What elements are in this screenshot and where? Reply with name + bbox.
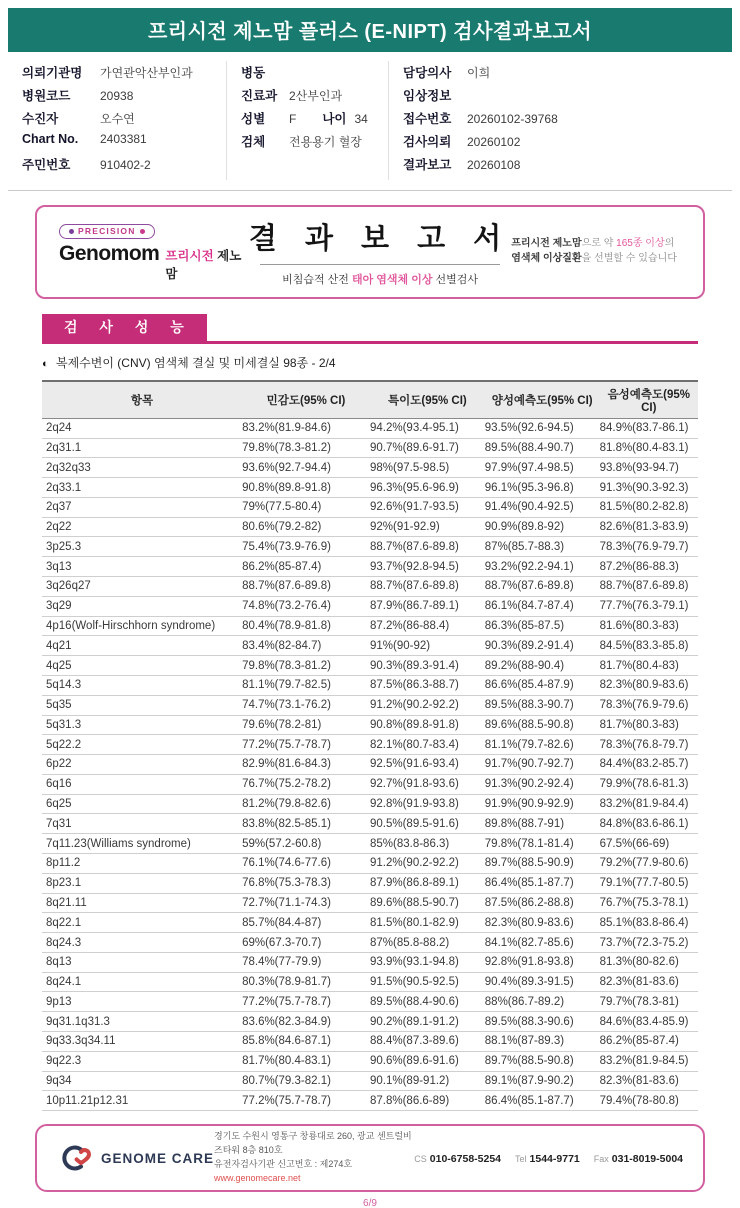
patient-info-row <box>241 109 378 132</box>
table-cell: 75.4%(73.9-76.9) <box>242 537 370 557</box>
table-cell: 82.9%(81.6-84.3) <box>242 755 370 775</box>
table-cell: 7q11.23(Williams syndrome) <box>42 834 242 854</box>
table-cell: 4p16(Wolf-Hirschhorn syndrome) <box>42 616 242 636</box>
field-value: 20260102-39768 <box>467 112 558 126</box>
patient-info-col-middle <box>226 61 388 180</box>
field-label: 성별 <box>241 112 266 126</box>
table-cell: 87.8%(86.6-89) <box>370 1091 485 1111</box>
table-cell: 86.2%(85-87.4) <box>242 557 370 577</box>
badge-dot-icon <box>69 229 74 234</box>
table-cell: 81.5%(80.2-82.8) <box>600 497 698 517</box>
table-cell: 9q34 <box>42 1071 242 1091</box>
field-value: 가연관악산부인과 <box>100 66 193 80</box>
table-row <box>42 794 698 814</box>
table-cell: 92.8%(91.9-93.8) <box>370 794 485 814</box>
table-cell: 89.6%(88.5-90.7) <box>370 893 485 913</box>
table-cell: 82.1%(80.7-83.4) <box>370 735 485 755</box>
table-cell: 78.4%(77-79.9) <box>242 952 370 972</box>
table-cell: 84.8%(83.6-86.1) <box>600 814 698 834</box>
patient-info-row <box>22 63 216 86</box>
field-label: 접수번호 <box>403 112 452 126</box>
table-cell: 9q33.3q34.11 <box>42 1032 242 1052</box>
table-cell: 80.7%(79.3-82.1) <box>242 1071 370 1091</box>
table-cell: 90.5%(89.5-91.6) <box>370 814 485 834</box>
table-cell: 79.2%(77.9-80.6) <box>600 853 698 873</box>
table-cell: 91.2%(90.2-92.2) <box>370 853 485 873</box>
patient-info-row <box>22 155 216 178</box>
table-cell: 91.2%(90.2-92.2) <box>370 695 485 715</box>
table-cell: 84.5%(83.3-85.8) <box>600 636 698 656</box>
table-cell: 90.3%(89.2-91.4) <box>485 636 600 656</box>
table-row <box>42 497 698 517</box>
table-cell: 72.7%(71.1-74.3) <box>242 893 370 913</box>
report-title-bar: 프리시전 제노맘 플러스 (E-NIPT) 검사결과보고서 <box>8 8 732 52</box>
table-cell: 93.5%(92.6-94.5) <box>485 418 600 438</box>
patient-info-row <box>22 109 216 132</box>
table-cell: 3q26q27 <box>42 577 242 597</box>
field-label: 임상정보 <box>403 89 452 103</box>
table-row <box>42 853 698 873</box>
table-cell: 3q29 <box>42 596 242 616</box>
table-cell: 90.7%(89.6-91.7) <box>370 438 485 458</box>
table-cell: 79.7%(78.3-81) <box>600 992 698 1012</box>
table-cell: 92.8%(91.8-93.8) <box>485 952 600 972</box>
table-cell: 92%(91-92.9) <box>370 517 485 537</box>
table-row <box>42 1012 698 1032</box>
table-cell: 87.2%(86-88.3) <box>600 557 698 577</box>
table-cell: 81.7%(80.4-83) <box>600 656 698 676</box>
table-cell: 81.2%(79.8-82.6) <box>242 794 370 814</box>
field-value: 오수연 <box>100 112 135 126</box>
field-label: Chart No. <box>22 132 79 146</box>
table-row <box>42 438 698 458</box>
table-row <box>42 992 698 1012</box>
table-cell: 78.3%(76.9-79.7) <box>600 537 698 557</box>
table-cell: 81.3%(80-82.6) <box>600 952 698 972</box>
table-header <box>42 381 698 419</box>
table-cell: 89.7%(88.5-90.9) <box>485 853 600 873</box>
field-value: 전용용기 혈장 <box>289 135 362 149</box>
table-cell: 87.5%(86.2-88.8) <box>485 893 600 913</box>
patient-info-row <box>22 132 216 155</box>
table-cell: 6p22 <box>42 755 242 775</box>
table-cell: 82.6%(81.3-83.9) <box>600 517 698 537</box>
column-header: 양성예측도(95% CI) <box>485 381 600 419</box>
table-cell: 81.1%(79.7-82.5) <box>242 675 370 695</box>
table-cell: 4q21 <box>42 636 242 656</box>
table-cell: 87%(85.7-88.3) <box>485 537 600 557</box>
table-cell: 9q31.1q31.3 <box>42 1012 242 1032</box>
table-cell: 88.1%(87-89.3) <box>485 1032 600 1052</box>
field-label: 진료과 <box>241 89 278 103</box>
table-cell: 85.8%(84.6-87.1) <box>242 1032 370 1052</box>
table-cell: 81.8%(80.4-83.1) <box>600 438 698 458</box>
table-cell: 96.3%(95.6-96.9) <box>370 478 485 498</box>
table-cell: 88%(86.7-89.2) <box>485 992 600 1012</box>
table-cell: 88.7%(87.6-89.8) <box>370 537 485 557</box>
patient-info-row <box>22 86 216 109</box>
table-cell: 81.5%(80.1-82.9) <box>370 913 485 933</box>
table-cell: 77.2%(75.7-78.7) <box>242 992 370 1012</box>
table-row <box>42 952 698 972</box>
table-cell: 2q32q33 <box>42 458 242 478</box>
table-cell: 92.5%(91.6-93.4) <box>370 755 485 775</box>
table-cell: 89.6%(88.5-90.8) <box>485 715 600 735</box>
table-cell: 98%(97.5-98.5) <box>370 458 485 478</box>
field-label: 검사의뢰 <box>403 135 452 149</box>
table-cell: 89.8%(88.7-91) <box>485 814 600 834</box>
table-cell: 93.6%(92.7-94.4) <box>242 458 370 478</box>
patient-info-section <box>8 52 732 191</box>
field-label: 주민번호 <box>22 158 71 172</box>
table-cell: 84.4%(83.2-85.7) <box>600 755 698 775</box>
patient-info-row <box>403 86 722 109</box>
table-cell: 91.9%(90.9-92.9) <box>485 794 600 814</box>
table-row <box>42 1091 698 1111</box>
table-cell: 76.8%(75.3-78.3) <box>242 873 370 893</box>
table-cell: 78.3%(76.8-79.7) <box>600 735 698 755</box>
table-row <box>42 893 698 913</box>
field-value: 이희 <box>467 66 491 80</box>
brand-name-kr: 프리시전 제노맘 <box>165 248 242 281</box>
table-cell: 8q24.3 <box>42 933 242 953</box>
table-cell: 79.8%(78.3-81.2) <box>242 656 370 676</box>
title-underline <box>260 264 500 265</box>
table-cell: 83.2%(81.9-84.4) <box>600 794 698 814</box>
half-circle-bullet-icon: ◐ <box>42 357 49 370</box>
table-cell: 83.2%(81.9-84.6) <box>242 418 370 438</box>
precision-badge-label: PRECISION <box>78 226 136 236</box>
table-row <box>42 755 698 775</box>
table-row <box>42 596 698 616</box>
table-cell: 4q25 <box>42 656 242 676</box>
column-header: 민감도(95% CI) <box>242 381 370 419</box>
table-cell: 89.5%(88.4-90.7) <box>485 438 600 458</box>
table-row <box>42 656 698 676</box>
table-cell: 89.5%(88.3-90.7) <box>485 695 600 715</box>
field-label: 의뢰기관명 <box>22 66 83 80</box>
table-cell: 67.5%(66-69) <box>600 834 698 854</box>
genomecare-logo <box>57 1143 214 1173</box>
table-cell: 88.7%(87.6-89.8) <box>600 577 698 597</box>
table-cell: 2q24 <box>42 418 242 438</box>
genomom-logo <box>59 221 249 282</box>
table-cell: 93.7%(92.8-94.5) <box>370 557 485 577</box>
table-cell: 5q35 <box>42 695 242 715</box>
table-cell: 84.6%(83.4-85.9) <box>600 1012 698 1032</box>
table-cell: 9p13 <box>42 992 242 1012</box>
column-header: 음성예측도(95% CI) <box>600 381 698 419</box>
table-cell: 84.9%(83.7-86.1) <box>600 418 698 438</box>
table-cell: 76.7%(75.2-78.2) <box>242 774 370 794</box>
table-cell: 77.2%(75.7-78.7) <box>242 735 370 755</box>
page-number: 6/9 <box>363 1198 377 1208</box>
field-value: 20260108 <box>467 158 521 172</box>
performance-table <box>42 380 698 1111</box>
table-cell: 73.7%(72.3-75.2) <box>600 933 698 953</box>
table-cell: 96.1%(95.3-96.8) <box>485 478 600 498</box>
table-cell: 79.1%(77.7-80.5) <box>600 873 698 893</box>
patient-info-row <box>403 109 722 132</box>
table-cell: 79.8%(78.1-81.4) <box>485 834 600 854</box>
table-cell: 91%(90-92) <box>370 636 485 656</box>
table-cell: 78.3%(76.9-79.6) <box>600 695 698 715</box>
footer-license: 유전자검사기관 신고번호 : 제274호 <box>214 1159 353 1170</box>
table-cell: 59%(57.2-60.8) <box>242 834 370 854</box>
table-cell: 86.4%(85.1-87.7) <box>485 1091 600 1111</box>
table-row <box>42 675 698 695</box>
table-row <box>42 577 698 597</box>
footer-website-link[interactable]: www.genomecare.net <box>214 1173 301 1184</box>
field-label: 병원코드 <box>22 89 71 103</box>
table-cell: 89.5%(88.3-90.6) <box>485 1012 600 1032</box>
tel-contact: Tel 1544-9771 <box>515 1153 580 1166</box>
table-row <box>42 1032 698 1052</box>
table-cell: 77.2%(75.7-78.7) <box>242 1091 370 1111</box>
table-cell: 76.7%(75.3-78.1) <box>600 893 698 913</box>
table-cell: 93.9%(93.1-94.8) <box>370 952 485 972</box>
table-row <box>42 517 698 537</box>
table-row <box>42 418 698 438</box>
table-cell: 76.1%(74.6-77.6) <box>242 853 370 873</box>
table-cell: 2q31.1 <box>42 438 242 458</box>
table-row <box>42 1051 698 1071</box>
footer-address: 경기도 수원시 영통구 창룡대로 260, 광교 센트럴비즈타워 8층 810호 <box>214 1131 412 1156</box>
table-cell: 79%(77.5-80.4) <box>242 497 370 517</box>
section-bar <box>42 314 698 344</box>
table-cell: 83.4%(82-84.7) <box>242 636 370 656</box>
patient-info-row <box>241 86 378 109</box>
table-cell: 87.9%(86.8-89.1) <box>370 873 485 893</box>
table-cell: 2q33.1 <box>42 478 242 498</box>
table-row <box>42 972 698 992</box>
column-header: 항목 <box>42 381 242 419</box>
table-cell: 85%(83.8-86.3) <box>370 834 485 854</box>
table-cell: 87.9%(86.7-89.1) <box>370 596 485 616</box>
table-cell: 90.8%(89.8-91.8) <box>370 715 485 735</box>
patient-info-row <box>241 132 378 155</box>
table-cell: 74.8%(73.2-76.4) <box>242 596 370 616</box>
table-cell: 83.2%(81.9-84.5) <box>600 1051 698 1071</box>
table-cell: 79.4%(78-80.8) <box>600 1091 698 1111</box>
cnv-subsection-title <box>42 354 698 371</box>
table-row <box>42 557 698 577</box>
table-cell: 80.4%(78.9-81.8) <box>242 616 370 636</box>
table-cell: 90.6%(89.6-91.6) <box>370 1051 485 1071</box>
field-label: 수진자 <box>22 112 59 126</box>
table-cell: 88.4%(87.3-89.6) <box>370 1032 485 1052</box>
table-cell: 82.3%(80.9-83.6) <box>600 675 698 695</box>
table-cell: 88.7%(87.6-89.8) <box>370 577 485 597</box>
table-cell: 5q31.3 <box>42 715 242 735</box>
table-cell: 87%(85.8-88.2) <box>370 933 485 953</box>
patient-info-col-right <box>388 61 732 180</box>
table-cell: 81.6%(80.3-83) <box>600 616 698 636</box>
table-row <box>42 1071 698 1091</box>
field-value: 2403381 <box>100 132 147 146</box>
table-cell: 79.6%(78.2-81) <box>242 715 370 735</box>
fax-contact: Fax 031-8019-5004 <box>593 1153 683 1166</box>
field-value: 34 <box>354 112 368 126</box>
table-cell: 87.2%(86-88.4) <box>370 616 485 636</box>
table-cell: 91.7%(90.7-92.7) <box>485 755 600 775</box>
table-cell: 89.2%(88-90.4) <box>485 656 600 676</box>
patient-info-col-left <box>8 61 226 180</box>
table-cell: 6q16 <box>42 774 242 794</box>
table-cell: 90.9%(89.8-92) <box>485 517 600 537</box>
report-card-title: 결 과 보 고 서 <box>248 222 512 255</box>
table-cell: 79.8%(78.3-81.2) <box>242 438 370 458</box>
table-cell: 91.4%(90.4-92.5) <box>485 497 600 517</box>
badge-dot-icon <box>140 229 145 234</box>
table-cell: 97.9%(97.4-98.5) <box>485 458 600 478</box>
table-cell: 81.7%(80.3-83) <box>600 715 698 735</box>
table-cell: 86.3%(85-87.5) <box>485 616 600 636</box>
table-cell: 91.3%(90.3-92.3) <box>600 478 698 498</box>
brand-name-en: Genomom <box>59 241 160 265</box>
table-cell: 6q25 <box>42 794 242 814</box>
table-cell: 5q14.3 <box>42 675 242 695</box>
cnv-subsection-label: 복제수변이 (CNV) 염색체 결실 및 미세결실 98종 - 2/4 <box>56 355 336 370</box>
table-cell: 81.7%(80.4-83.1) <box>242 1051 370 1071</box>
table-cell: 89.5%(88.4-90.6) <box>370 992 485 1012</box>
patient-info-row <box>241 63 378 86</box>
table-cell: 7q31 <box>42 814 242 834</box>
field-value: 910402-2 <box>100 158 151 172</box>
table-row <box>42 814 698 834</box>
header-side-note: 프리시전 제노맘으로 약 165종 이상의 염색체 이상질환을 선별할 수 있습니다 <box>511 237 677 264</box>
table-cell: 8q24.1 <box>42 972 242 992</box>
table-cell: 92.6%(91.7-93.5) <box>370 497 485 517</box>
table-cell: 89.7%(88.5-90.8) <box>485 1051 600 1071</box>
footer-card <box>35 1124 705 1192</box>
field-label: 담당의사 <box>403 66 452 80</box>
table-row <box>42 933 698 953</box>
field-value: 2산부인과 <box>289 89 343 103</box>
section-title: 검 사 성 능 <box>42 314 207 341</box>
genomecare-mark-icon <box>57 1143 93 1173</box>
table-cell: 83.8%(82.5-85.1) <box>242 814 370 834</box>
table-cell: 90.2%(89.1-91.2) <box>370 1012 485 1032</box>
table-cell: 93.8%(93-94.7) <box>600 458 698 478</box>
field-value: F <box>289 112 297 126</box>
table-cell: 8q21.11 <box>42 893 242 913</box>
table-row <box>42 695 698 715</box>
field-label: 나이 <box>322 112 347 126</box>
table-cell: 86.2%(85-87.4) <box>600 1032 698 1052</box>
table-cell: 80.6%(79.2-82) <box>242 517 370 537</box>
report-subtitle: 비침습적 산전 태아 염색체 이상 선별검사 <box>282 273 479 286</box>
table-cell: 5q22.2 <box>42 735 242 755</box>
table-row <box>42 735 698 755</box>
table-row <box>42 478 698 498</box>
table-cell: 69%(67.3-70.7) <box>242 933 370 953</box>
table-cell: 3p25.3 <box>42 537 242 557</box>
table-cell: 8q13 <box>42 952 242 972</box>
table-cell: 85.1%(83.8-86.4) <box>600 913 698 933</box>
table-cell: 90.3%(89.3-91.4) <box>370 656 485 676</box>
table-cell: 93.2%(92.2-94.1) <box>485 557 600 577</box>
field-value: 20260102 <box>467 135 521 149</box>
table-row <box>42 834 698 854</box>
table-row <box>42 458 698 478</box>
table-row <box>42 774 698 794</box>
field-label: 병동 <box>241 66 266 80</box>
table-cell: 8p23.1 <box>42 873 242 893</box>
table-cell: 90.8%(89.8-91.8) <box>242 478 370 498</box>
patient-info-row <box>403 132 722 155</box>
table-cell: 82.3%(81-83.6) <box>600 1071 698 1091</box>
table-cell: 2q22 <box>42 517 242 537</box>
table-cell: 79.9%(78.6-81.3) <box>600 774 698 794</box>
table-cell: 77.7%(76.3-79.1) <box>600 596 698 616</box>
patient-info-row <box>403 63 722 86</box>
table-cell: 8p11.2 <box>42 853 242 873</box>
table-row <box>42 537 698 557</box>
table-cell: 86.1%(84.7-87.4) <box>485 596 600 616</box>
footer-contacts <box>414 1149 683 1167</box>
table-cell: 90.1%(89-91.2) <box>370 1071 485 1091</box>
table-cell: 82.3%(81-83.6) <box>600 972 698 992</box>
genomecare-name: GENOME CARE <box>101 1150 215 1166</box>
table-cell: 81.1%(79.7-82.6) <box>485 735 600 755</box>
table-cell: 89.1%(87.9-90.2) <box>485 1071 600 1091</box>
field-label: 결과보고 <box>403 158 452 172</box>
footer-address-block <box>214 1130 414 1186</box>
field-value: 20938 <box>100 89 134 103</box>
table-cell: 90.4%(89.3-91.5) <box>485 972 600 992</box>
table-cell: 82.3%(80.9-83.6) <box>485 913 600 933</box>
table-cell: 85.7%(84.4-87) <box>242 913 370 933</box>
report-title-block <box>249 216 511 287</box>
table-cell: 92.7%(91.8-93.6) <box>370 774 485 794</box>
table-cell: 74.7%(73.1-76.2) <box>242 695 370 715</box>
column-header: 특이도(95% CI) <box>370 381 485 419</box>
table-row <box>42 715 698 735</box>
table-cell: 80.3%(78.9-81.7) <box>242 972 370 992</box>
precision-badge <box>59 224 155 239</box>
table-cell: 83.6%(82.3-84.9) <box>242 1012 370 1032</box>
table-cell: 8q22.1 <box>42 913 242 933</box>
table-row <box>42 616 698 636</box>
report-header-card <box>35 205 705 299</box>
table-row <box>42 913 698 933</box>
table-cell: 86.4%(85.1-87.7) <box>485 873 600 893</box>
field-label: 검체 <box>241 135 266 149</box>
table-cell: 88.7%(87.6-89.8) <box>242 577 370 597</box>
table-cell: 2q37 <box>42 497 242 517</box>
table-row <box>42 636 698 656</box>
table-cell: 10p11.21p12.31 <box>42 1091 242 1111</box>
table-cell: 88.7%(87.6-89.8) <box>485 577 600 597</box>
table-cell: 87.5%(86.3-88.7) <box>370 675 485 695</box>
table-cell: 91.5%(90.5-92.5) <box>370 972 485 992</box>
table-cell: 3q13 <box>42 557 242 577</box>
table-cell: 94.2%(93.4-95.1) <box>370 418 485 438</box>
table-cell: 91.3%(90.2-92.4) <box>485 774 600 794</box>
patient-info-row <box>403 155 722 178</box>
table-cell: 86.6%(85.4-87.9) <box>485 675 600 695</box>
table-cell: 84.1%(82.7-85.6) <box>485 933 600 953</box>
table-cell: 9q22.3 <box>42 1051 242 1071</box>
cs-contact: CS 010-6758-5254 <box>414 1153 502 1166</box>
table-row <box>42 873 698 893</box>
